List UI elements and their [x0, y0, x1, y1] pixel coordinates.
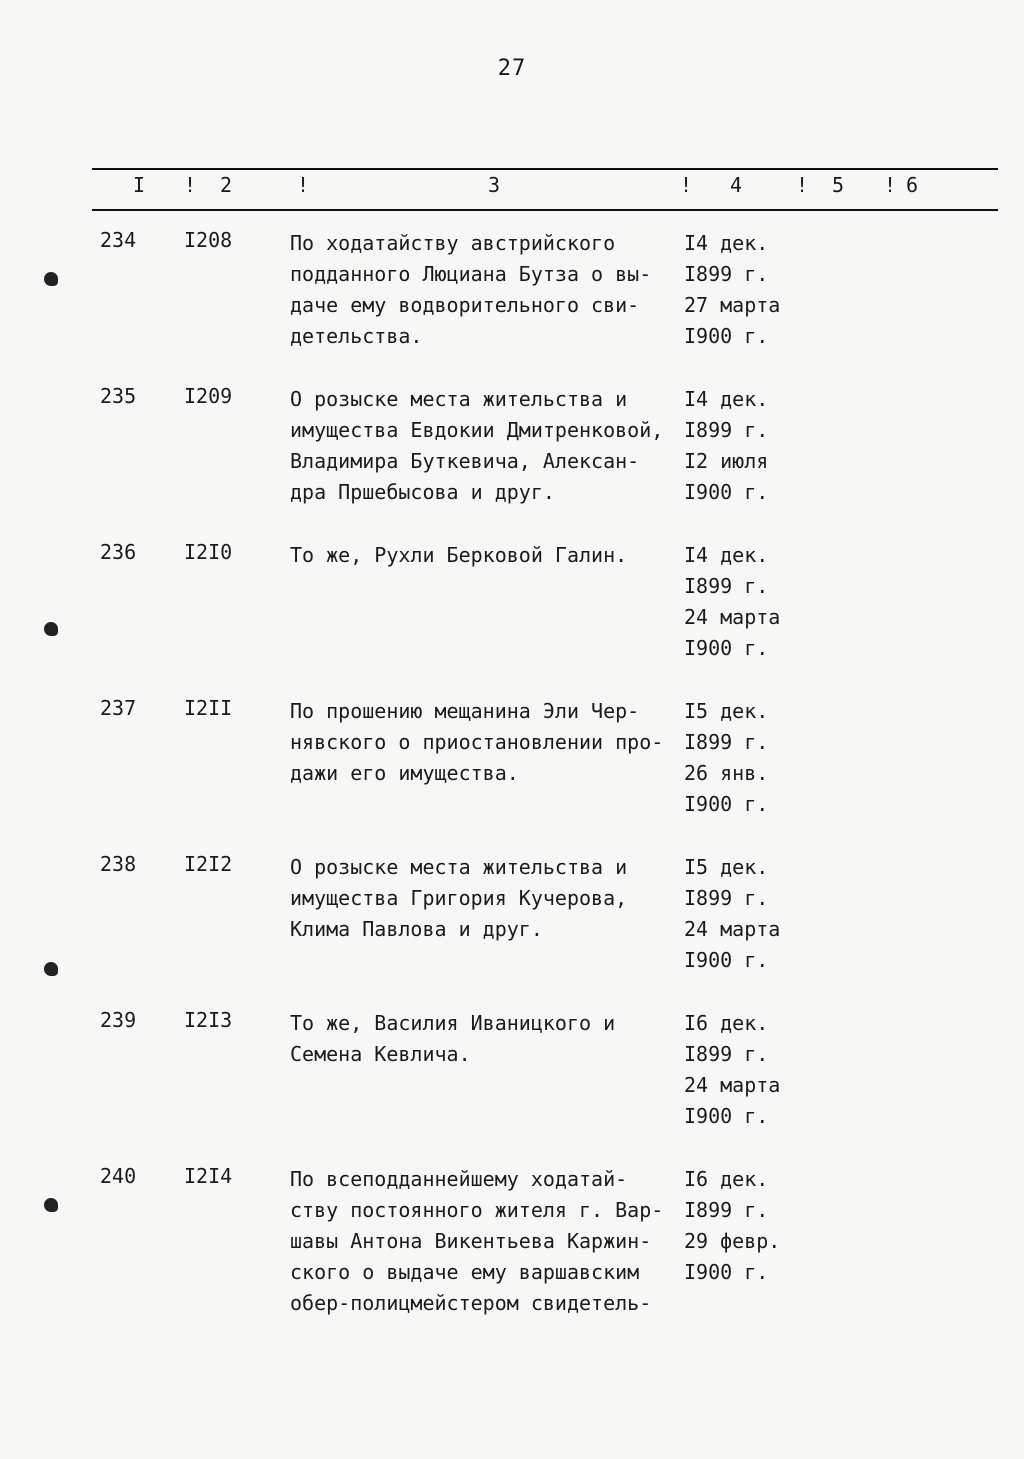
header-rule-top [92, 168, 998, 170]
entry-dates [684, 1008, 804, 1132]
header-col-6: 6 [906, 173, 919, 197]
date-line: I4 дек. [684, 387, 769, 411]
date-line: 24 марта [684, 605, 781, 629]
date-line: I899 г. [684, 886, 769, 910]
date-line: I900 г. [684, 1260, 769, 1284]
entry-description [290, 696, 680, 789]
entry-description [290, 228, 680, 352]
document-number: I2I4 [184, 1164, 233, 1188]
description-line: дра Пршебысова и друг. [290, 480, 555, 504]
entry-number: 238 [100, 852, 137, 876]
description-line: нявского о приостановлении про- [290, 730, 664, 754]
entry-number: 234 [100, 228, 137, 252]
document-number: I2I0 [184, 540, 233, 564]
header-rule-bottom [92, 209, 998, 211]
date-line: I899 г. [684, 730, 769, 754]
description-line: имущества Евдокии Дмитренковой, [290, 418, 664, 442]
header-col-5: 5 [832, 173, 845, 197]
date-line: I899 г. [684, 1042, 769, 1066]
description-line: Клима Павлова и друг. [290, 917, 543, 941]
date-line: I899 г. [684, 574, 769, 598]
document-number: I208 [184, 228, 233, 252]
date-line: 24 марта [684, 1073, 781, 1097]
date-line: I900 г. [684, 1104, 769, 1128]
date-line: I4 дек. [684, 231, 769, 255]
date-line: 26 янв. [684, 761, 769, 785]
header-col-1: I [133, 173, 146, 197]
entry-dates [684, 384, 804, 508]
date-line: I899 г. [684, 262, 769, 286]
description-line: По прошению мещанина Эли Чер- [290, 699, 640, 723]
document-number: I2I3 [184, 1008, 233, 1032]
date-line: I5 дек. [684, 855, 769, 879]
description-line: То же, Рухли Берковой Галин. [290, 543, 628, 567]
description-line: То же, Василия Иваницкого и [290, 1011, 616, 1035]
description-line: имущества Григория Кучерова, [290, 886, 628, 910]
description-line: Семена Кевлича. [290, 1042, 471, 1066]
entry-number: 240 [100, 1164, 137, 1188]
table-row [0, 696, 1024, 852]
entry-dates [684, 852, 804, 976]
page-number: 27 [497, 56, 527, 81]
table-row [0, 228, 1024, 384]
description-line: Владимира Буткевича, Алексан- [290, 449, 640, 473]
header-separator: ! [297, 173, 310, 197]
description-line: По всеподданнейшему ходатай- [290, 1167, 628, 1191]
header-separator: ! [680, 173, 693, 197]
table-row [0, 852, 1024, 1008]
description-line: О розыске места жительства и [290, 387, 628, 411]
header-separator: ! [796, 173, 809, 197]
date-line: I4 дек. [684, 543, 769, 567]
entry-number: 237 [100, 696, 137, 720]
description-line: обер-полицмейстером свидетель- [290, 1291, 652, 1315]
date-line: I900 г. [684, 636, 769, 660]
date-line: I2 июля [684, 449, 769, 473]
header-separator: ! [184, 173, 197, 197]
entry-dates [684, 228, 804, 352]
table-row [0, 540, 1024, 696]
date-line: I6 дек. [684, 1011, 769, 1035]
entry-dates [684, 1164, 804, 1288]
date-line: I900 г. [684, 792, 769, 816]
description-line: По ходатайству австрийского [290, 231, 616, 255]
table-row [0, 1164, 1024, 1320]
table-row [0, 384, 1024, 540]
description-line: О розыске места жительства и [290, 855, 628, 879]
description-line: шавы Антона Викентьева Каржин- [290, 1229, 652, 1253]
header-col-2: 2 [220, 173, 233, 197]
entry-description [290, 384, 680, 508]
date-line: I899 г. [684, 418, 769, 442]
description-line: ского о выдаче ему варшавским [290, 1260, 640, 1284]
document-number: I2I2 [184, 852, 233, 876]
description-line: детельства. [290, 324, 423, 348]
document-number: I209 [184, 384, 233, 408]
table-row [0, 1008, 1024, 1164]
header-col-3: 3 [488, 173, 501, 197]
date-line: 29 февр. [684, 1229, 781, 1253]
entry-description [290, 852, 680, 945]
description-line: дажи его имущества. [290, 761, 519, 785]
entry-dates [684, 540, 804, 664]
entries-table [0, 228, 1024, 1320]
date-line: I5 дек. [684, 699, 769, 723]
document-number: I2II [184, 696, 233, 720]
entry-description [290, 540, 680, 571]
description-line: ству постоянного жителя г. Вар- [290, 1198, 664, 1222]
date-line: 27 марта [684, 293, 781, 317]
entry-number: 239 [100, 1008, 137, 1032]
entry-number: 235 [100, 384, 137, 408]
date-line: I900 г. [684, 480, 769, 504]
entry-description [290, 1008, 680, 1070]
date-line: I900 г. [684, 324, 769, 348]
entry-dates [684, 696, 804, 820]
description-line: даче ему водворительного сви- [290, 293, 640, 317]
header-separator: ! [884, 173, 897, 197]
date-line: 24 марта [684, 917, 781, 941]
description-line: подданного Люциана Бутза о вы- [290, 262, 652, 286]
date-line: I6 дек. [684, 1167, 769, 1191]
date-line: I899 г. [684, 1198, 769, 1222]
table-header [0, 173, 1024, 203]
entry-description [290, 1164, 680, 1319]
date-line: I900 г. [684, 948, 769, 972]
header-col-4: 4 [730, 173, 743, 197]
entry-number: 236 [100, 540, 137, 564]
